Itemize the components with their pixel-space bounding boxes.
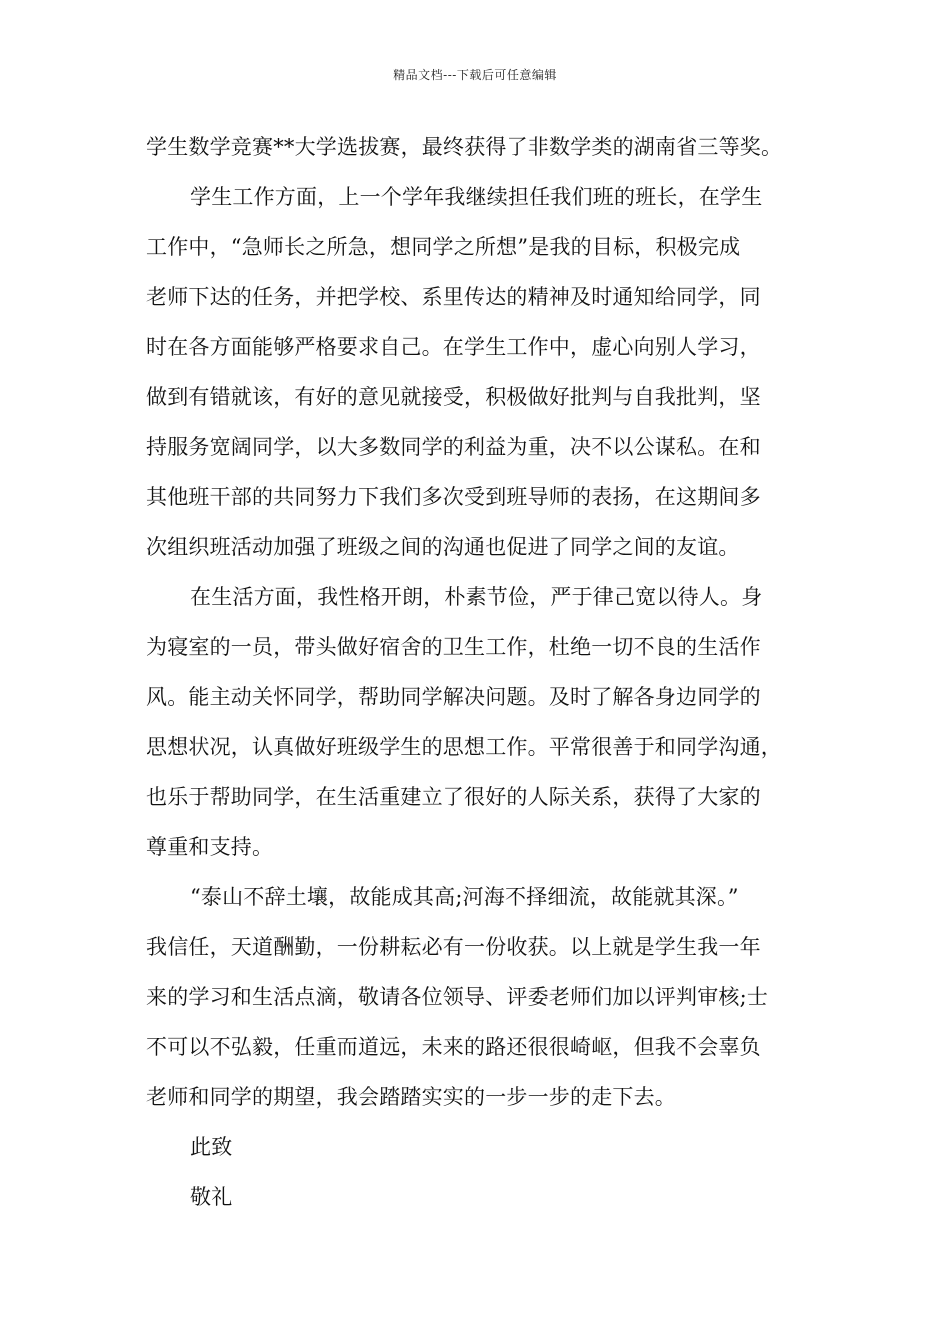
paragraph-line: 持服务宽阔同学，以大多数同学的利益为重，决不以公谋私。在和	[146, 435, 761, 459]
document-body	[146, 127, 826, 1227]
paragraph-line: 在生活方面，我性格开朗，朴素节俭，严于律己宽以待人。身	[190, 585, 763, 609]
paragraph-line: 次组织班活动加强了班级之间的沟通也促进了同学之间的友谊。	[146, 535, 740, 559]
paragraph-line: 不可以不弘毅，任重而道远，未来的路还很很崎岖，但我不会辜负	[146, 1035, 761, 1059]
paragraph-line: 时在各方面能够严格要求自己。在学生工作中，虚心向别人学习，	[146, 335, 761, 359]
paragraph-line: “泰山不辞土壤，故能成其高;河海不择细流，故能就其深。”	[190, 885, 739, 909]
paragraph-line: 工作中，“急师长之所急，想同学之所想”是我的目标，积极完成	[146, 235, 741, 259]
paragraph-line: 思想状况，认真做好班级学生的思想工作。平常很善于和同学沟通，	[146, 735, 782, 759]
paragraph-line: 学生工作方面，上一个学年我继续担任我们班的班长，在学生	[190, 185, 763, 209]
closing-salutation: 此致	[190, 1135, 233, 1159]
paragraph-line: 做到有错就该，有好的意见就接受，积极做好批判与自我批判，坚	[146, 385, 761, 409]
paragraph-line: 尊重和支持。	[146, 835, 274, 859]
paragraph-line: 风。能主动关怀同学，帮助同学解决问题。及时了解各身边同学的	[146, 685, 761, 709]
page-header: 精品文档---下载后可任意编辑	[393, 68, 557, 82]
paragraph-line: 老师下达的任务，并把学校、系里传达的精神及时通知给同学，同	[146, 285, 761, 309]
paragraph-line: 学生数学竞赛**大学选拔赛，最终获得了非数学类的湖南省三等奖。	[146, 135, 783, 159]
closing-regards: 敬礼	[190, 1185, 233, 1209]
paragraph-line: 为寝室的一员，带头做好宿舍的卫生工作，杜绝一切不良的生活作	[146, 635, 761, 659]
paragraph-line: 也乐于帮助同学，在生活重建立了很好的人际关系，获得了大家的	[146, 785, 761, 809]
paragraph-line: 其他班干部的共同努力下我们多次受到班导师的表扬，在这期间多	[146, 485, 761, 509]
paragraph-line: 老师和同学的期望，我会踏踏实实的一步一步的走下去。	[146, 1085, 676, 1109]
paragraph-line: 我信任，天道酬勤，一份耕耘必有一份收获。以上就是学生我一年	[146, 935, 761, 959]
paragraph-line: 来的学习和生活点滴，敬请各位领导、评委老师们加以评判审核;士	[146, 985, 769, 1009]
